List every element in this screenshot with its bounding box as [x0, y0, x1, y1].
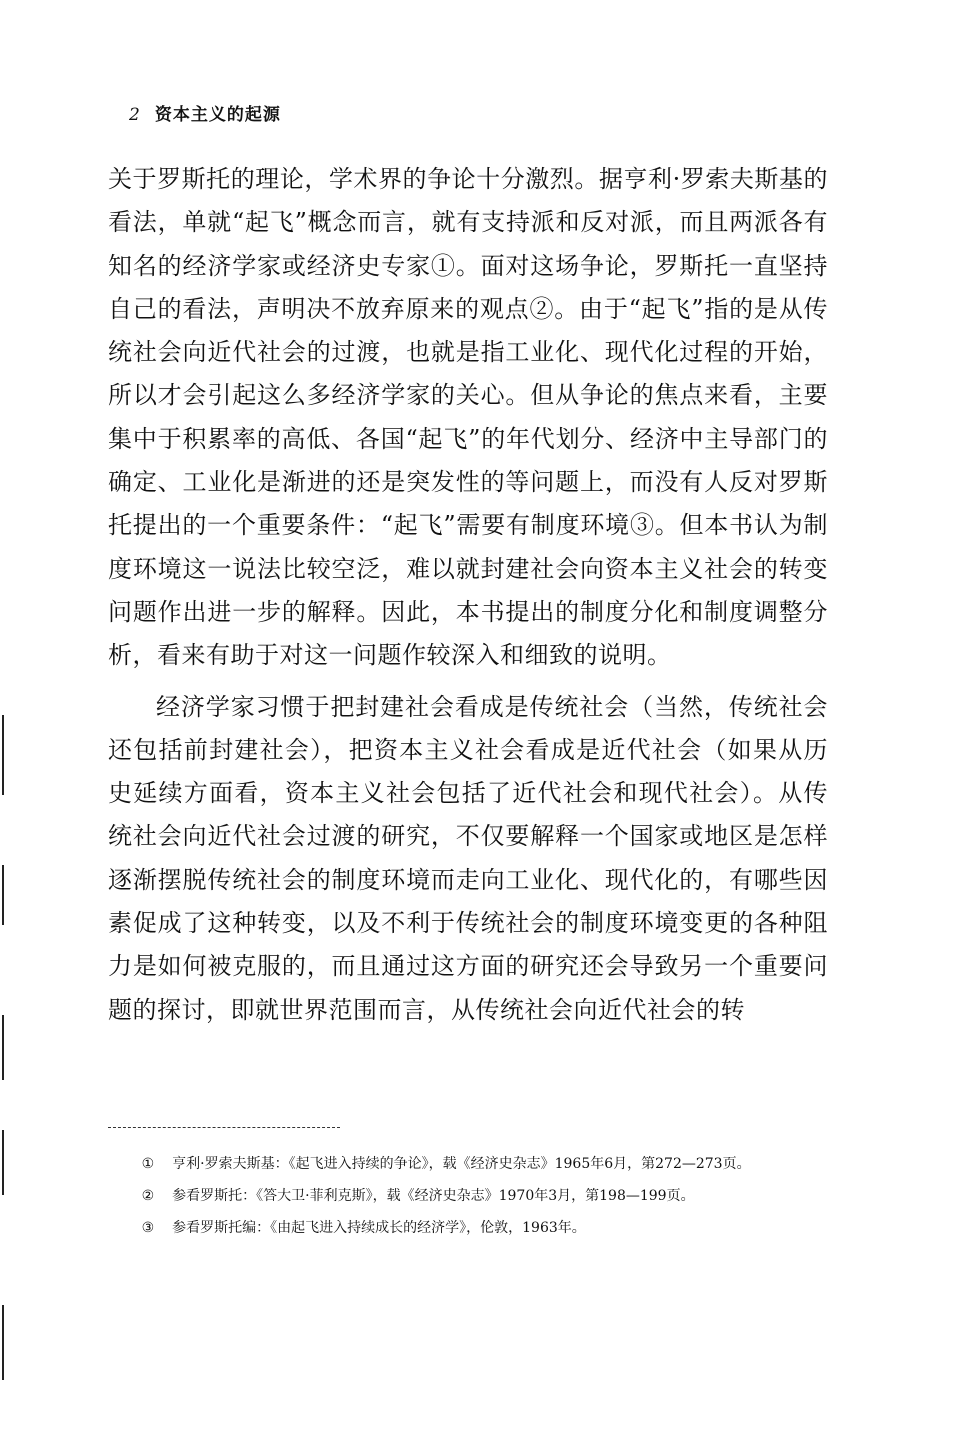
main-text	[108, 158, 828, 1032]
footnote-text: 亨利·罗索夫斯基：《起飞进入持续的争论》，载《经济史杂志》1965年6月，第272—273页。	[172, 1156, 751, 1172]
scan-edge-mark	[2, 865, 4, 925]
footnote	[108, 1217, 828, 1239]
footnote	[108, 1185, 828, 1207]
footnote	[108, 1153, 828, 1175]
footnote-marker: ②	[141, 1188, 155, 1204]
footnotes	[108, 1153, 828, 1249]
page-number: 2	[129, 105, 141, 125]
footnote-text: 参看罗斯托：《答大卫·菲利克斯》，载《经济史杂志》1970年3月，第198—199页。	[172, 1188, 695, 1204]
footnote-marker: ①	[141, 1156, 155, 1172]
running-header	[129, 100, 281, 125]
footnote-marker: ③	[141, 1220, 155, 1236]
paragraph: 经济学家习惯于把封建社会看成是传统社会（当然，传统社会还包括前封建社会），把资本主义社会看成是近代社会（如果从历史延续方面看，资本主义社会包括了近代社会和现代社会）。从传统社会向近代社会过渡的研究，不仅要解释一个国家或地区是怎样逐渐摆脱传统社会的制度环境而走向工业化、现代化的，有哪些因素促成了这种转变，以及不利于传统社会的制度环境变更的各种阻力是如何被克服的，而且通过这方面的研究还会导致另一个重要问题的探讨，即就世界范围而言，从传统社会向近代社会的转	[108, 692, 828, 1024]
scan-edge-mark	[2, 1305, 4, 1380]
running-title: 资本主义的起源	[154, 105, 281, 125]
footnote-separator	[108, 1127, 340, 1128]
scan-edge-mark	[2, 1015, 4, 1080]
footnote-text: 参看罗斯托编：《由起飞进入持续成长的经济学》，伦敦，1963年。	[172, 1220, 586, 1236]
paragraph: 关于罗斯托的理论，学术界的争论十分激烈。据亨利·罗索夫斯基的看法，单就“起飞”概念而言，就有支持派和反对派，而且两派各有知名的经济学家或经济史专家①。面对这场争论，罗斯托一直坚持自己的看法，声明决不放弃原来的观点②。由于“起飞”指的是从传统社会向近代社会的过渡，也就是指工业化、现代化过程的开始，所以才会引起这么多经济学家的关心。但从争论的焦点来看，主要集中于积累率的高低、各国“起飞”的年代划分、经济中主导部门的确定、工业化是渐进的还是突发性的等问题上，而没有人反对罗斯托提出的一个重要条件：“起飞”需要有制度环境③。但本书认为制度环境这一说法比较空泛，难以就封建社会向资本主义社会的转变问题作出进一步的解释。因此，本书提出的制度分化和制度调整分析，看来有助于对这一问题作较深入和细致的说明。	[108, 165, 828, 670]
scan-edge-mark	[2, 1130, 4, 1195]
scan-edge-mark	[2, 715, 4, 795]
